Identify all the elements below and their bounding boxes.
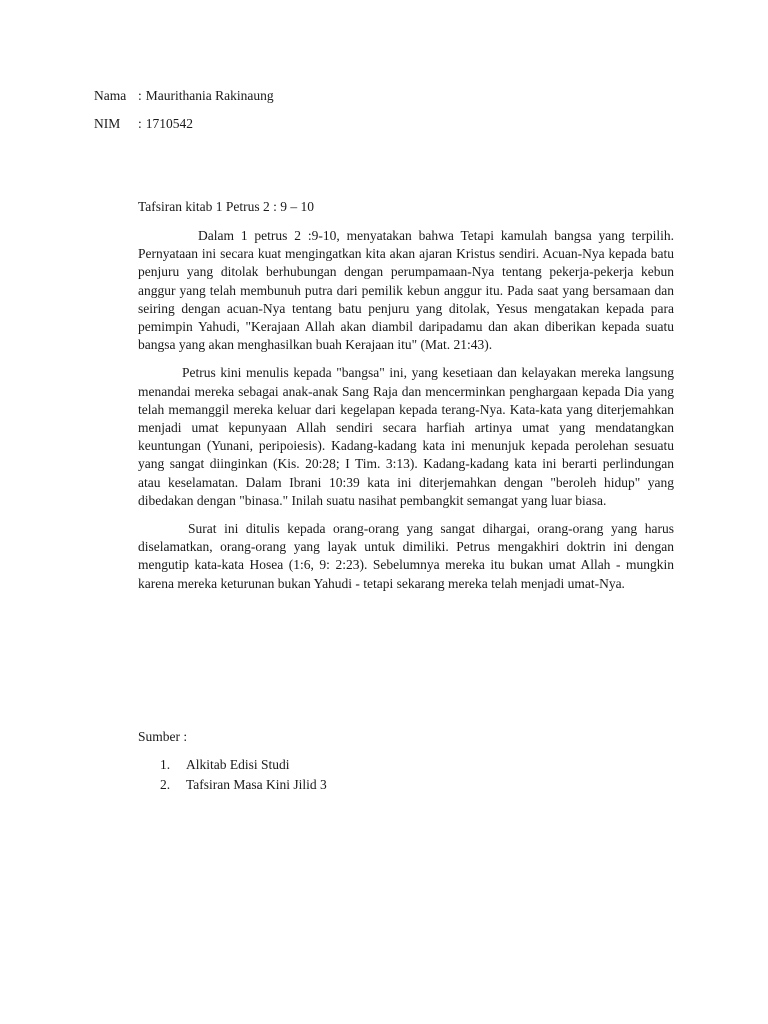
source-number: 2.: [160, 777, 171, 792]
paragraph-2: Petrus kini menulis kepada "bangsa" ini, yang kesetiaan dan kelayakan mereka langsung menandai mereka sebagai anak-anak Sang Raja dan mencerminkan penghargaan kepada Dia yang telah memanggil mereka keluar dari kegelapan kepada terang-Nya. Kata-kata yang diterjemahkan menjadi umat kepunyaan Allah sendiri secara harfiah artinya umat yang mendatangkan keuntungan (Yunani, peripoiesis). Kadang-kadang kata ini menunjuk kepada perolehan sesuatu yang sangat diinginkan (Kis. 20:28; I Tim. 3:13). Kadang-kadang kata ini berarti perlindungan atau keselamatan. Dalam Ibrani 10:39 kata ini diterjemahkan dengan "beroleh hidup" yang dibedakan dengan "binasa." Inilah suatu nasihat pembangkit semangat yang luar biasa.: [138, 365, 674, 508]
name-row: [94, 88, 274, 104]
name-label: Nama: [94, 88, 127, 103]
source-item: [160, 775, 327, 795]
document-title: Tafsiran kitab 1 Petrus 2 : 9 – 10: [138, 199, 315, 214]
sources-list: [160, 755, 327, 795]
nim-separator: :: [138, 116, 142, 131]
sources-title: Sumber :: [138, 729, 188, 744]
paragraph-3: Surat ini ditulis kepada orang-orang yang sangat dihargai, orang-orang yang harus diselamatkan, orang-orang yang layak untuk dimiliki. Petrus mengakhiri doktrin ini dengan mengutip kata-kata Hosea (1:6, 9: 2:23). Sebelumnya mereka itu bukan umat Allah - mungkin karena mereka keturunan bukan Yahudi - tetapi sekarang mereka telah menjadi umat-Nya.: [138, 521, 674, 591]
nim-row: [94, 116, 193, 132]
nim-value: 1710542: [145, 116, 194, 131]
source-text: Tafsiran Masa Kini Jilid 3: [186, 777, 327, 792]
source-item: [160, 755, 327, 775]
source-number: 1.: [160, 757, 171, 772]
source-text: Alkitab Edisi Studi: [186, 757, 290, 772]
body-text: [138, 227, 674, 603]
name-separator: :: [138, 88, 142, 103]
nim-label: NIM: [94, 116, 121, 131]
name-value: Maurithania Rakinaung: [145, 88, 274, 103]
paragraph-1: Dalam 1 petrus 2 :9-10, menyatakan bahwa Tetapi kamulah bangsa yang terpilih. Pernyataan ini secara kuat mengingatkan kita akan ajaran Kristus sendiri. Acuan-Nya kepada batu penjuru yang ditolak berhubungan dengan perumpamaan-Nya tentang pekerja-pekerja kebun anggur yang telah membunuh putra dari pemilik kebun anggur itu. Pada saat yang bersamaan dan seiring dengan acuan-Nya tentang batu penjuru yang ditolak, Yesus mengatakan kepada para pemimpin Yahudi, "Kerajaan Allah akan diambil daripadamu dan akan diberikan kepada suatu bangsa yang akan menghasilkan buah Kerajaan itu" (Mat. 21:43).: [138, 228, 674, 353]
